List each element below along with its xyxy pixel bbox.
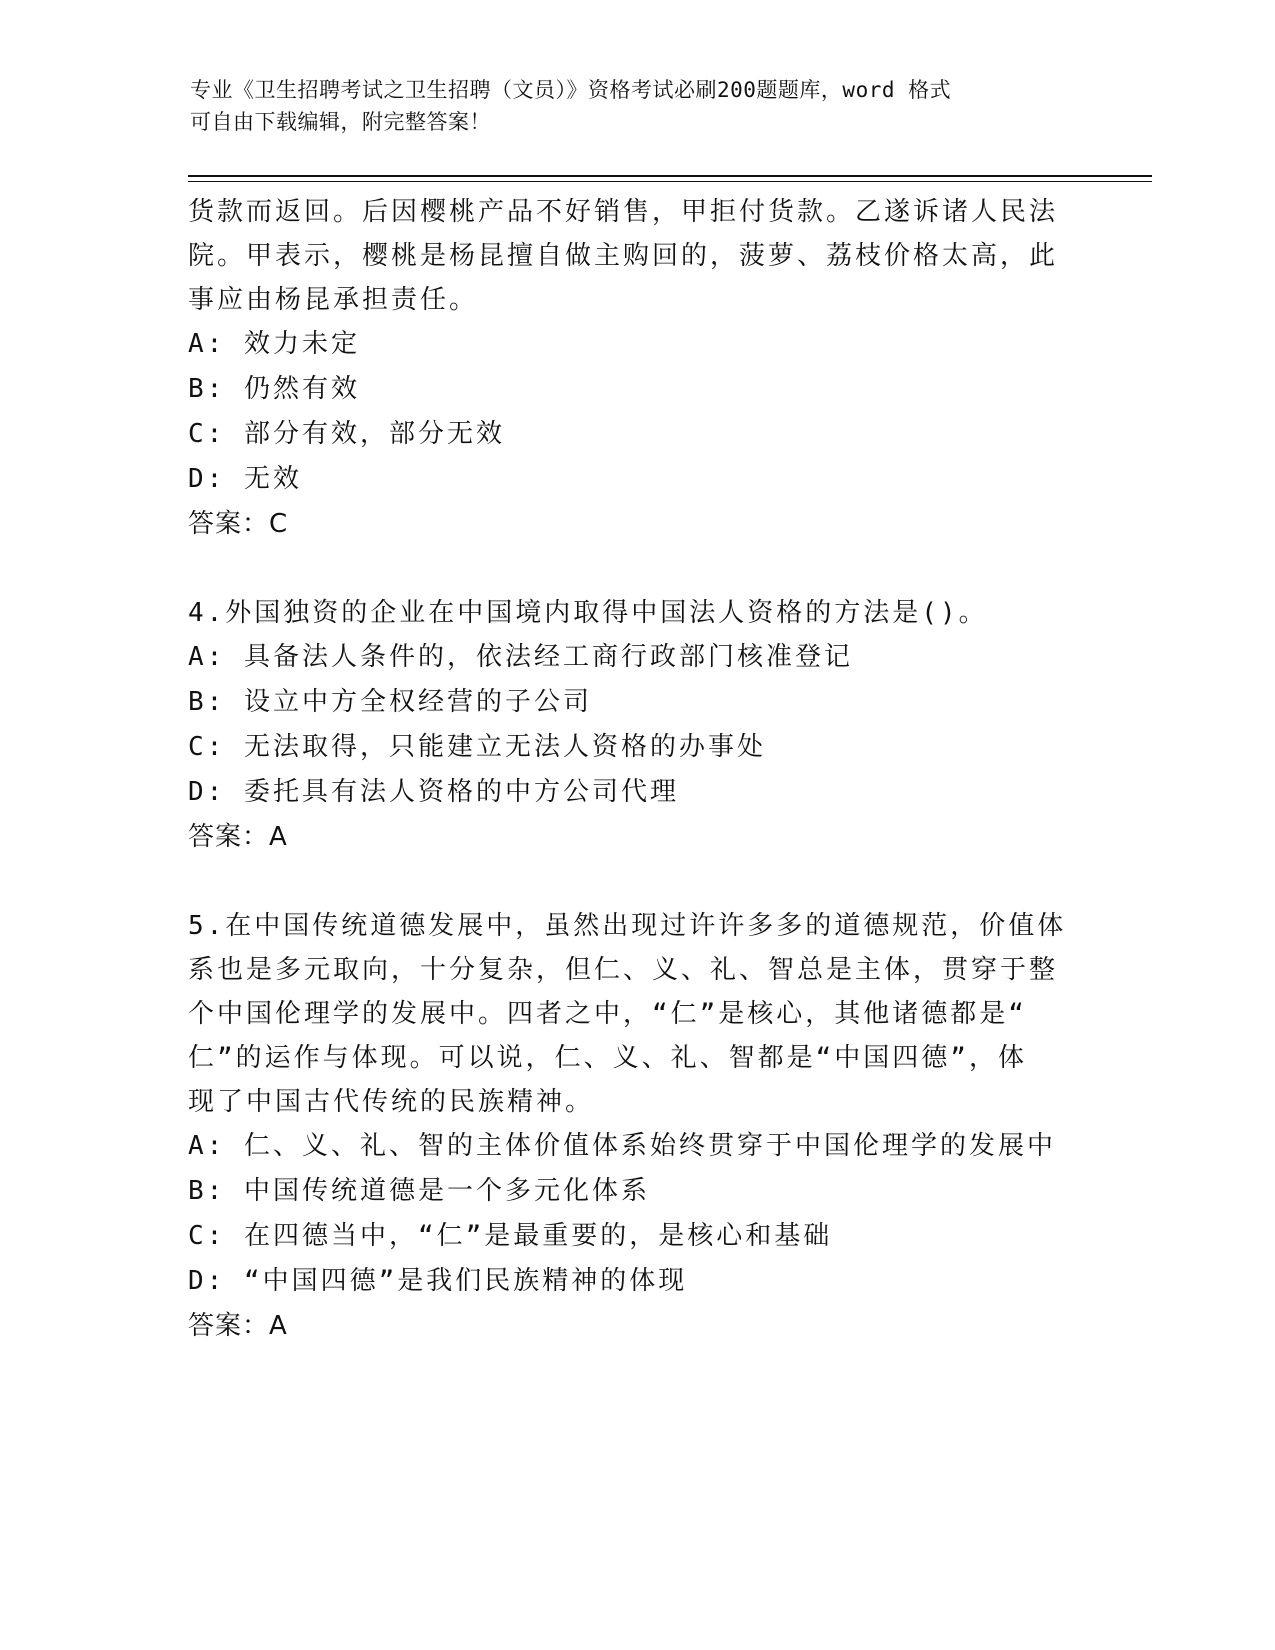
question-5-option-b: B: 中国传统道德是一个多元化体系	[188, 1176, 650, 1206]
header-divider-thick	[188, 175, 1152, 177]
question-4-option-a: A: 具备法人条件的，依法经工商行政部门核准登记	[188, 642, 853, 672]
question-4-option-d: D: 委托具有法人资格的中方公司代理	[188, 777, 679, 807]
question-4	[188, 591, 1068, 860]
question-5-stem-line: 现了中国古代传统的民族精神。	[188, 1087, 595, 1117]
question-3	[188, 190, 1068, 547]
header-divider-thin	[188, 181, 1152, 182]
spacer	[188, 860, 1068, 904]
question-5-stem-line: 个中国伦理学的发展中。四者之中，“仁”是核心，其他诸德都是“	[188, 999, 1027, 1029]
question-5-stem-line: 仁”的运作与体现。可以说，仁、义、礼、智都是“中国四德”，体	[188, 1043, 1027, 1073]
question-4-answer: 答案：A	[188, 822, 288, 852]
question-5-stem-line: 5.在中国传统道德发展中，虽然出现过许许多多的道德规范，价值体	[188, 911, 1067, 941]
question-3-option-a: A: 效力未定	[188, 329, 360, 359]
question-3-stem-line: 事应由杨昆承担责任。	[188, 285, 479, 315]
header-title-line-1: 专业《卫生招聘考试之卫生招聘（文员）》资格考试必刷200题题库，word 格式	[190, 78, 952, 102]
question-3-option-c: C: 部分有效，部分无效	[188, 419, 505, 449]
question-3-answer: 答案：C	[188, 509, 289, 539]
question-3-option-d: D: 无效	[188, 464, 302, 494]
question-content	[188, 190, 1068, 1349]
question-3-option-b: B: 仍然有效	[188, 374, 360, 404]
question-5-answer: 答案：A	[188, 1311, 288, 1341]
question-3-stem-line: 货款而返回。后因樱桃产品不好销售，甲拒付货款。乙遂诉诸人民法	[188, 197, 1059, 227]
question-4-option-b: B: 设立中方全权经营的子公司	[188, 687, 592, 717]
header-title-line-2: 可自由下载编辑，附完整答案！	[190, 110, 491, 134]
question-4-stem-line: 4.外国独资的企业在中国境内取得中国法人资格的方法是()。	[188, 598, 988, 628]
spacer	[188, 547, 1068, 591]
question-3-stem-line: 院。甲表示，樱桃是杨昆擅自做主购回的，菠萝、荔枝价格太高，此	[188, 241, 1059, 271]
question-5-stem-line: 系也是多元取向，十分复杂，但仁、义、礼、智总是主体，贯穿于整	[188, 955, 1059, 985]
document-header	[190, 74, 1090, 138]
question-4-option-c: C: 无法取得，只能建立无法人资格的办事处	[188, 732, 766, 762]
question-5-option-d: D: “中国四德”是我们民族精神的体现	[188, 1266, 688, 1296]
question-5-option-c: C: 在四德当中，“仁”是最重要的，是核心和基础	[188, 1221, 833, 1251]
question-5	[188, 904, 1068, 1349]
question-5-option-a: A: 仁、义、礼、智的主体价值体系始终贯穿于中国伦理学的发展中	[188, 1131, 1056, 1161]
